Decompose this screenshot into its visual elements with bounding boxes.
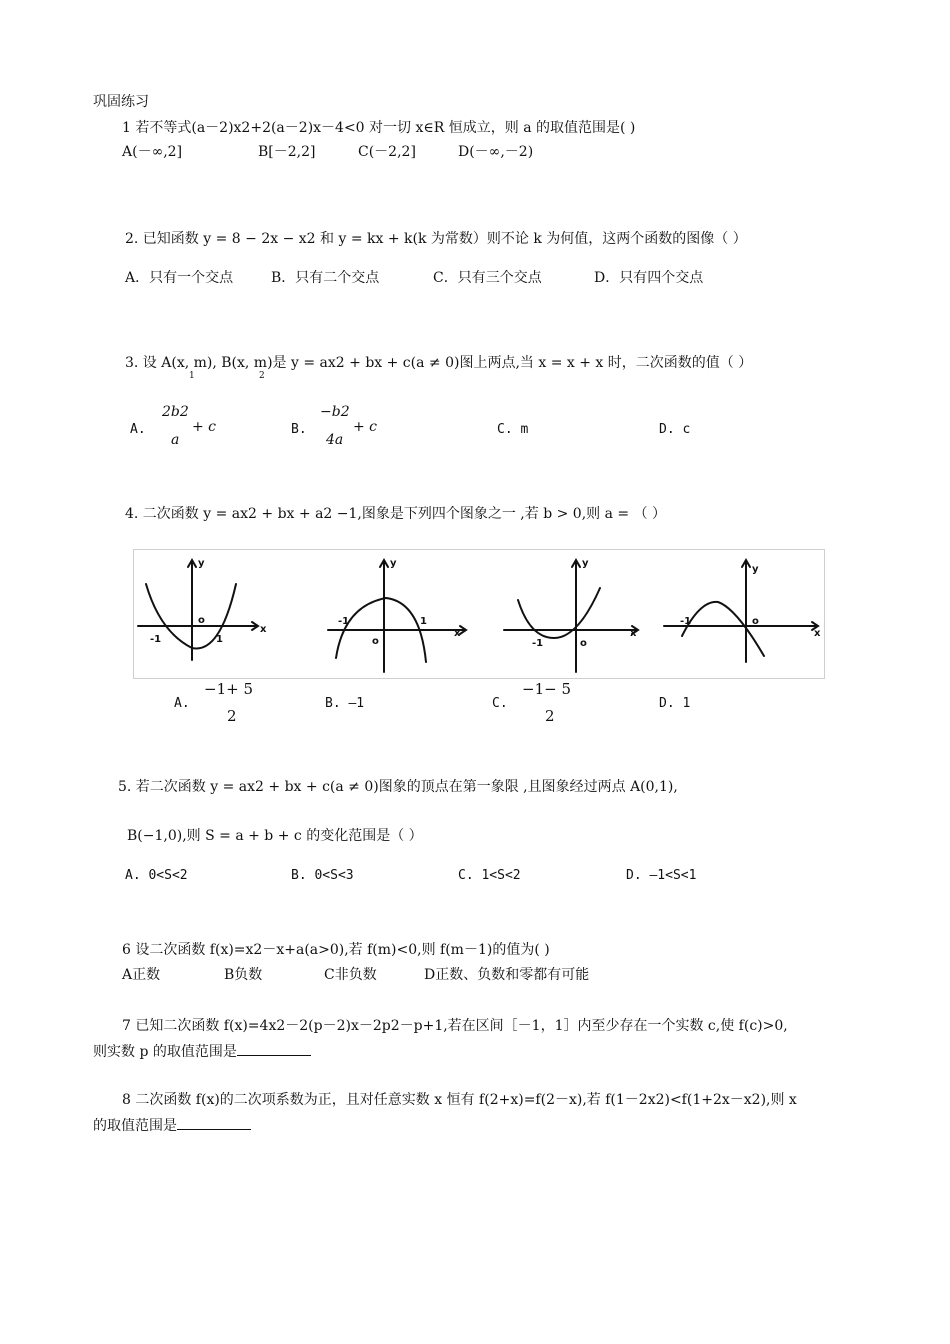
- q5-option-d: D. —1<S<1: [626, 868, 697, 883]
- q1-stem: 1 若不等式(a－2)x2+2(a－2)x－4<0 对一切 x∈R 恒成立，则 a 的取值范围是( ): [122, 120, 636, 136]
- q1-option-c: C(－2,2]: [358, 144, 416, 160]
- q1-option-b: B[－2,2]: [258, 144, 316, 160]
- q5-stem-line1: 5. 若二次函数 y = ax2 + bx + c(a ≠ 0)图象的顶点在第一象限 ,且图象经过两点 A(0,1),: [118, 779, 678, 795]
- q3-option-b-tail: + c: [353, 419, 378, 435]
- q4-option-b: B. —1: [325, 696, 365, 711]
- q3-option-c: C. m: [497, 422, 529, 437]
- graph-c-origin-label: o: [580, 638, 587, 649]
- q3-option-d: D. c: [659, 422, 691, 437]
- q5-stem-line2: B(−1,0),则 S = a + b + c 的变化范围是（ ）: [127, 828, 423, 844]
- q8-line2-text: 的取值范围是: [93, 1118, 177, 1134]
- graph-b-x-label: x: [454, 628, 461, 639]
- q6-option-a: A正数: [122, 967, 161, 983]
- q6-option-b: B负数: [224, 967, 263, 983]
- q7-line2-text: 则实数 p 的取值范围是: [93, 1044, 237, 1060]
- graph-a-y-label: y: [198, 558, 205, 569]
- q4-option-d: D. 1: [659, 696, 691, 711]
- section-title: 巩固练习: [93, 94, 149, 110]
- graph-b-origin-label: o: [372, 636, 379, 647]
- q4-option-a-denominator: 2: [227, 707, 237, 725]
- q2-option-a: A．只有一个交点: [125, 270, 234, 286]
- q3-option-b-label: B.: [291, 422, 307, 437]
- q4-option-a-label: A.: [174, 696, 190, 711]
- q6-option-c: C非负数: [324, 967, 377, 983]
- q4-option-c-denominator: 2: [545, 707, 555, 725]
- graph-d-x-label: x: [814, 628, 821, 639]
- q6-stem: 6 设二次函数 f(x)=x2－x+a(a>0),若 f(m)<0,则 f(m－1)的值为( ): [122, 942, 550, 958]
- graph-c-x-label: x: [630, 628, 637, 639]
- q4-option-a-numerator: −1+ 5: [204, 680, 253, 698]
- graph-b-y-label: y: [390, 558, 397, 569]
- q4-graphs-svg: [134, 550, 826, 680]
- graph-a-neg1-label: -1: [150, 634, 162, 645]
- q7-answer-blank[interactable]: [237, 1043, 311, 1056]
- graph-a-origin-label: o: [198, 615, 205, 626]
- q3-stem: 3. 设 A(x, m), B(x, m)是 y = ax2 + bx + c(a ≠ 0)图上两点,当 x = x + x 时，二次函数的值（ ）: [125, 355, 753, 371]
- q7-line1: 7 已知二次函数 f(x)=4x2－2(p－2)x－2p2－p+1,若在区间［－1，1］内至少存在一个实数 c,使 f(c)>0,: [122, 1018, 788, 1034]
- q8-answer-blank[interactable]: [177, 1117, 251, 1130]
- q6-option-d: D正数、负数和零都有可能: [424, 967, 590, 983]
- graph-a-1-label: 1: [216, 634, 223, 645]
- graph-b-1-label: 1: [420, 616, 427, 627]
- q4-option-c-label: C.: [492, 696, 508, 711]
- q2-option-d: D．只有四个交点: [594, 270, 704, 286]
- graph-d-origin-label: o: [752, 616, 759, 627]
- q3-subscript-2: 2: [259, 371, 265, 381]
- q1-option-d: D(－∞,－2): [458, 144, 534, 160]
- graph-d-curve: [682, 602, 764, 656]
- q8-line2: [93, 1117, 251, 1133]
- q2-option-b: B．只有二个交点: [271, 270, 380, 286]
- q2-stem: 2. 已知函数 y = 8 − 2x − x2 和 y = kx + k(k 为常数）则不论 k 为何值，这两个函数的图像（ ）: [125, 231, 747, 247]
- q3-option-a-numerator: 2b2: [162, 404, 189, 420]
- q3-option-a-tail: + c: [192, 419, 217, 435]
- q7-line2: [93, 1043, 311, 1059]
- graph-a-x-label: x: [260, 624, 267, 635]
- graph-d-y-label: y: [752, 564, 759, 575]
- q4-stem: 4. 二次函数 y = ax2 + bx + a2 −1,图象是下列四个图象之一 ,若 b > 0,则 a = （ ）: [125, 506, 667, 522]
- q5-option-c: C. 1<S<2: [458, 868, 521, 883]
- q2-option-c: C．只有三个交点: [433, 270, 542, 286]
- q3-subscript-1: 1: [189, 371, 195, 381]
- q3-option-b-numerator: −b2: [320, 404, 350, 420]
- graph-b-neg1-label: -1: [338, 616, 350, 627]
- q5-option-b: B. 0<S<3: [291, 868, 354, 883]
- q4-graphs-figure: [133, 549, 825, 679]
- q5-option-a: A. 0<S<2: [125, 868, 188, 883]
- q3-option-b-denominator: 4a: [326, 432, 344, 448]
- q1-option-a: A(－∞,2]: [122, 144, 183, 160]
- q4-option-c-numerator: −1− 5: [522, 680, 571, 698]
- q8-line1: 8 二次函数 f(x)的二次项系数为正，且对任意实数 x 恒有 f(2+x)=f(2－x),若 f(1－2x2)<f(1+2x－x2),则 x: [122, 1092, 797, 1108]
- graph-d-neg1-label: -1: [680, 616, 692, 627]
- graph-c-y-label: y: [582, 558, 589, 569]
- q3-option-a-label: A.: [130, 422, 146, 437]
- graph-c-neg1-label: -1: [532, 638, 544, 649]
- q3-option-a-denominator: a: [171, 432, 180, 448]
